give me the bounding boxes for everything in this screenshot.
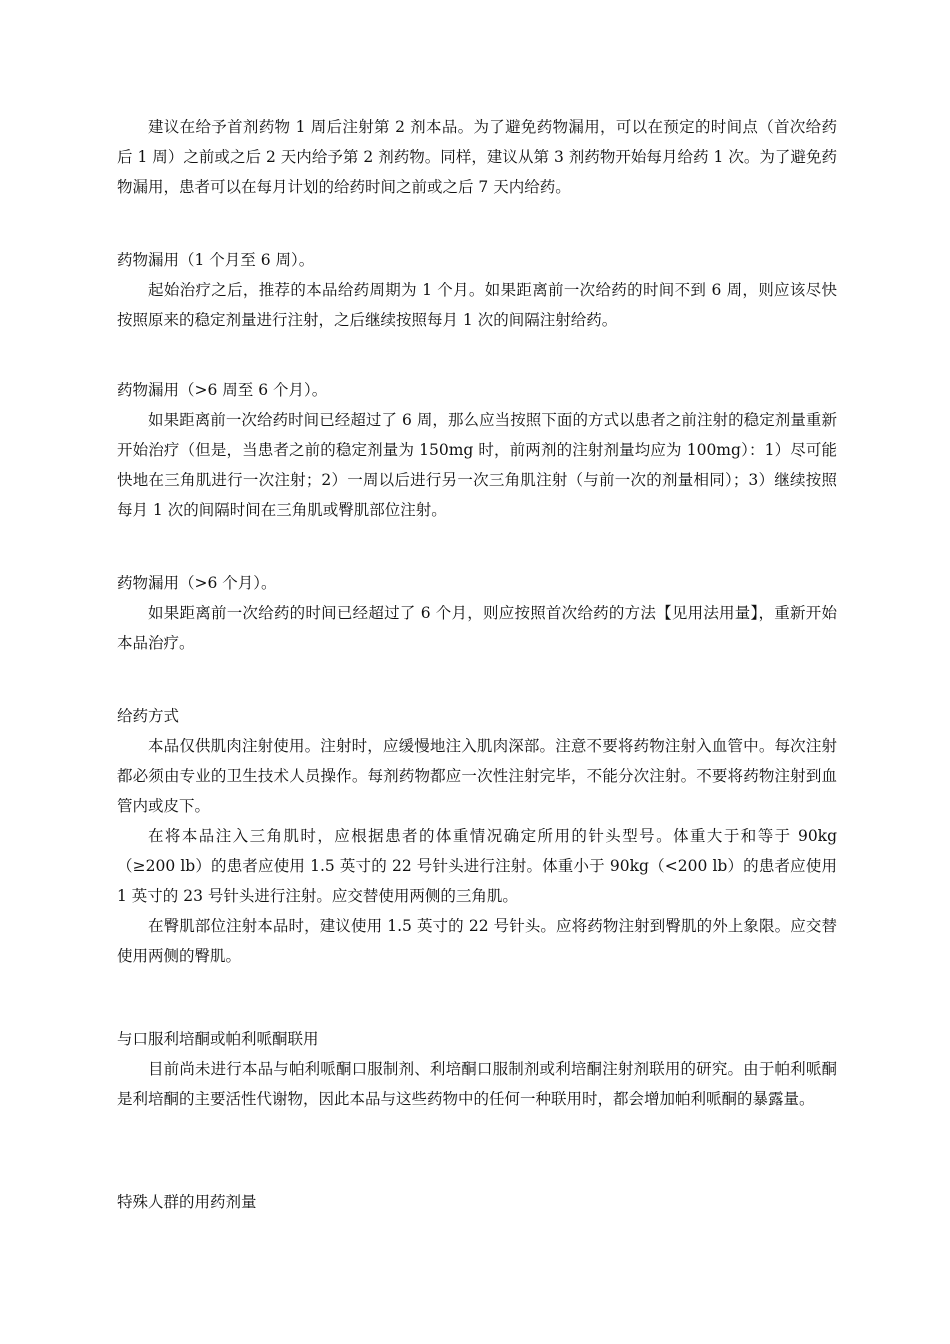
section-heading: 与口服利培酮或帕利哌酮联用 (117, 1030, 319, 1048)
section-missed-1m-6w (117, 245, 837, 335)
section-heading: 药物漏用（>6 周至 6 个月）。 (117, 381, 328, 399)
section-paragraph: 在将本品注入三角肌时，应根据患者的体重情况确定所用的针头型号。体重大于和等于 90kg（≥200 lb）的患者应使用 1.5 英寸的 22 号针头进行注射。体重小于 90kg（<200 lb）的患者应使用 1 英寸的 23 号针头进行注射。应交替使用两侧的三角肌。 (117, 827, 837, 905)
section-heading: 药物漏用（>6 个月）。 (117, 574, 277, 592)
section-special-populations (117, 1187, 837, 1217)
section-heading: 给药方式 (117, 707, 180, 725)
section-heading: 特殊人群的用药剂量 (117, 1193, 257, 1211)
section-paragraph: 如果距离前一次给药时间已经超过了 6 周，那么应当按照下面的方式以患者之前注射的稳定剂量重新开始治疗（但是，当患者之前的稳定剂量为 150mg 时，前两剂的注射剂量均应为 100mg）：1）尽可能快地在三角肌进行一次注射；2）一周以后进行另一次三角肌注射（与前一次的剂量相同）；3）继续按照每月 1 次的间隔时间在三角肌或臀肌部位注射。 (117, 411, 837, 519)
section-paragraph: 目前尚未进行本品与帕利哌酮口服制剂、利培酮口服制剂或利培酮注射剂联用的研究。由于帕利哌酮是利培酮的主要活性代谢物，因此本品与这些药物中的任何一种联用时，都会增加帕利哌酮的暴露量。 (117, 1060, 837, 1108)
section-combination (117, 1024, 837, 1114)
section-missed-6w-6m (117, 375, 837, 525)
section-paragraph: 在臀肌部位注射本品时，建议使用 1.5 英寸的 22 号针头。应将药物注射到臀肌的外上象限。应交替使用两侧的臀肌。 (117, 917, 837, 965)
intro-block (117, 112, 837, 202)
section-administration (117, 701, 837, 971)
section-paragraph: 起始治疗之后，推荐的本品给药周期为 1 个月。如果距离前一次给药的时间不到 6 周，则应该尽快按照原来的稳定剂量进行注射，之后继续按照每月 1 次的间隔注射给药。 (117, 281, 837, 329)
section-paragraph: 本品仅供肌肉注射使用。注射时，应缓慢地注入肌肉深部。注意不要将药物注射入血管中。每次注射都必须由专业的卫生技术人员操作。每剂药物都应一次性注射完毕，不能分次注射。不要将药物注射到血管内或皮下。 (117, 737, 837, 815)
section-paragraph: 如果距离前一次给药的时间已经超过了 6 个月，则应按照首次给药的方法【见用法用量】，重新开始本品治疗。 (117, 604, 837, 652)
section-missed-over-6m (117, 568, 837, 658)
intro-paragraph: 建议在给予首剂药物 1 周后注射第 2 剂本品。为了避免药物漏用，可以在预定的时间点（首次给药后 1 周）之前或之后 2 天内给予第 2 剂药物。同样，建议从第 3 剂药物开始每月给药 1 次。为了避免药物漏用，患者可以在每月计划的给药时间之前或之后 7 天内给药。 (117, 118, 837, 196)
section-heading: 药物漏用（1 个月至 6 周）。 (117, 251, 315, 269)
